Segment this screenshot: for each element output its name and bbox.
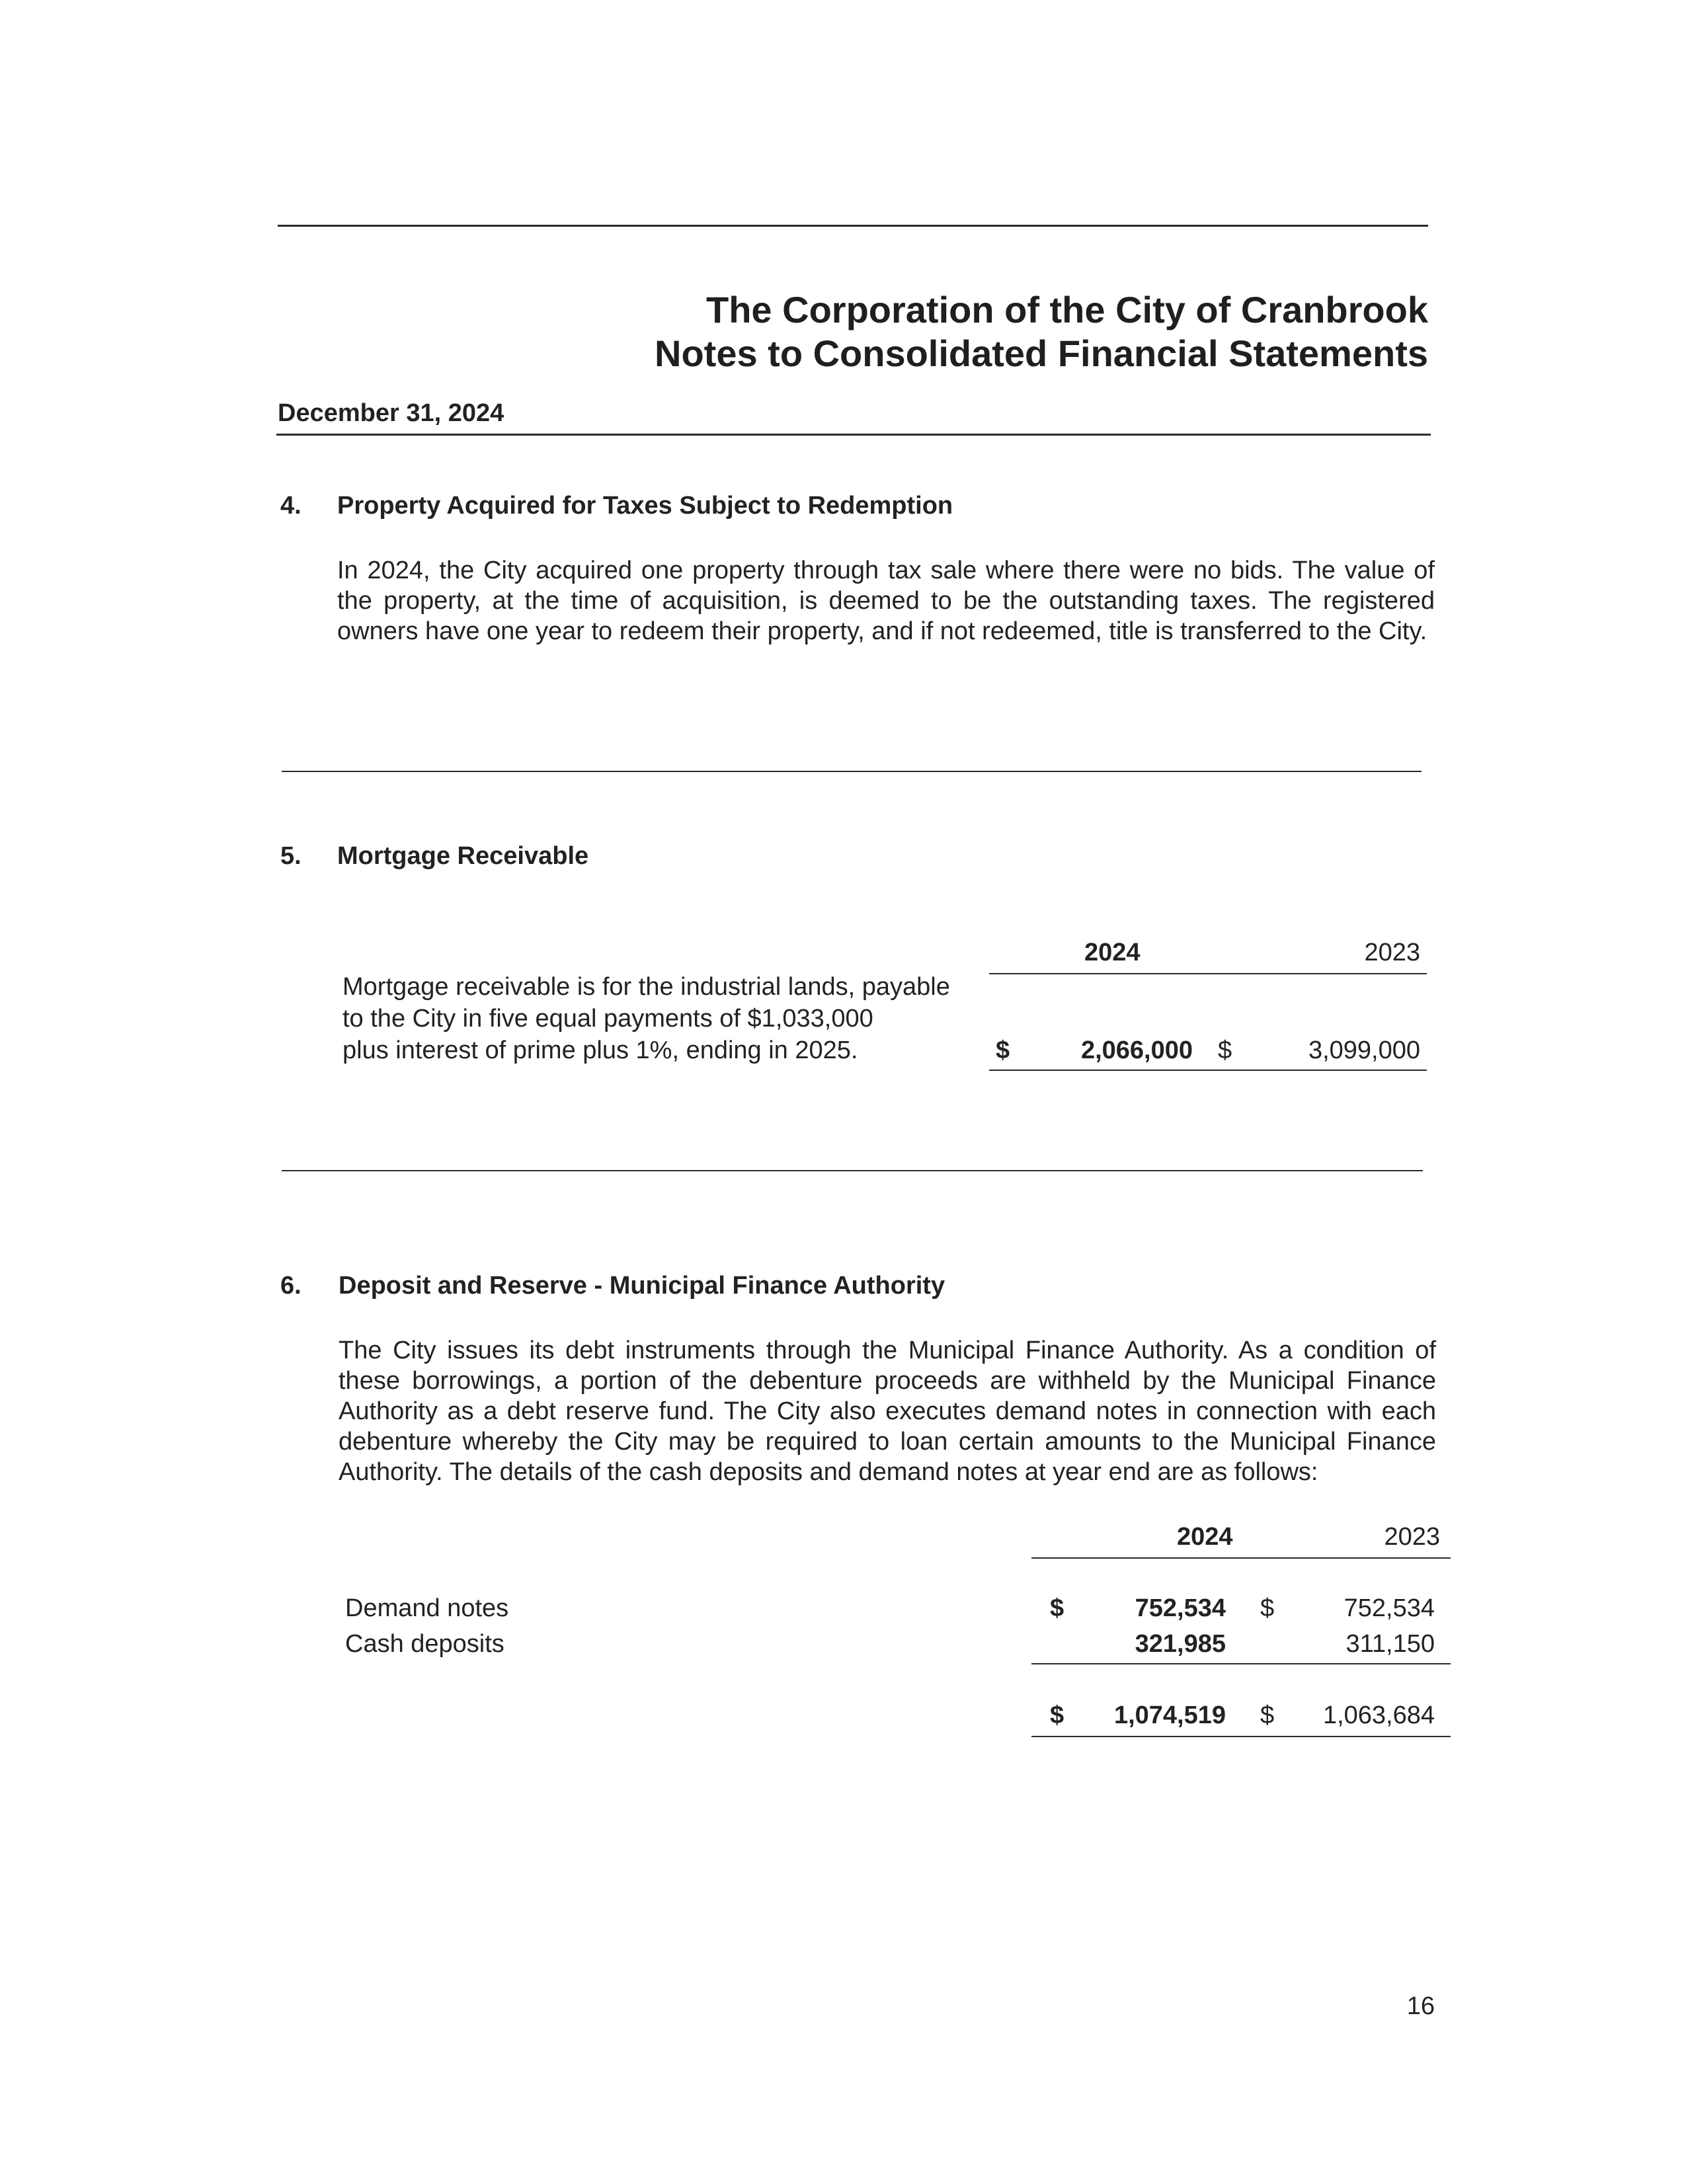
mortgage-header-rule xyxy=(989,973,1427,974)
document-title: Notes to Consolidated Financial Statements xyxy=(655,332,1428,374)
org-name: The Corporation of the City of Cranbrook xyxy=(706,289,1428,331)
mortgage-description-line-1: Mortgage receivable is for the industrial lands, payable xyxy=(342,973,950,1001)
mfa-row-label-demand-notes: Demand notes xyxy=(345,1594,509,1622)
mortgage-description-line-3: plus interest of prime plus 1%, ending in 2025. xyxy=(342,1036,858,1064)
mfa-row-label-cash-deposits: Cash deposits xyxy=(345,1630,504,1658)
page-number: 16 xyxy=(1406,1992,1435,2020)
mortgage-col-2023-header: 2023 xyxy=(1364,939,1420,966)
mfa-row-currency-2024: $ xyxy=(1050,1594,1064,1622)
section-4-number: 4. xyxy=(280,492,301,520)
mfa-total-currency-2024: $ xyxy=(1050,1701,1064,1729)
header-bottom-rule xyxy=(276,434,1431,436)
section-6-number: 6. xyxy=(280,1272,301,1300)
section-4-paragraph: In 2024, the City acquired one property through tax sale where there were no bids. The value of the property, at the time of acquisition, is deemed to be the outstanding taxes. The registered owners have one year to redeem their property, and if not redeemed, title is transferred to the City. xyxy=(337,557,1435,645)
mfa-total-2024: 1,074,519 xyxy=(1113,1701,1226,1729)
mfa-subtotal-rule xyxy=(1031,1663,1451,1664)
mfa-row-demand-notes-2024: 752,534 xyxy=(1135,1594,1226,1622)
mfa-row-currency-2023: $ xyxy=(1260,1594,1275,1622)
mortgage-currency-2024: $ xyxy=(996,1036,1010,1064)
mfa-row-cash-deposits-2023: 311,150 xyxy=(1345,1630,1435,1658)
section-5-title: Mortgage Receivable xyxy=(337,842,589,870)
mfa-header-rule xyxy=(1031,1557,1451,1559)
mfa-row-cash-deposits-2024: 321,985 xyxy=(1135,1630,1226,1658)
mortgage-currency-2023: $ xyxy=(1218,1036,1232,1064)
section-5-number: 5. xyxy=(280,842,301,870)
mfa-total-2023: 1,063,684 xyxy=(1322,1701,1435,1729)
mortgage-value-2024: 2,066,000 xyxy=(1080,1036,1193,1064)
mfa-row-demand-notes-2023: 752,534 xyxy=(1344,1594,1435,1622)
section-6-paragraph: The City issues its debt instruments through the Municipal Finance Authority. As a condition of these borrowings, a portion of the debenture proceeds are withheld by the Municipal Finance Authority as a debt reserve fund. The City also executes demand notes in connection with each debenture whereby the City may be required to loan certain amounts to the Municipal Finance Authority. The details of the cash deposits and demand notes at year end are as follows: xyxy=(339,1337,1436,1486)
header-top-rule xyxy=(278,225,1428,227)
section-divider-4-5 xyxy=(282,771,1422,772)
mortgage-value-2023: 3,099,000 xyxy=(1308,1036,1420,1064)
mfa-col-2024-header: 2024 xyxy=(1177,1523,1233,1551)
mfa-col-2023-header: 2023 xyxy=(1384,1523,1440,1551)
mfa-total-currency-2023: $ xyxy=(1260,1701,1275,1729)
mortgage-total-rule xyxy=(989,1070,1427,1071)
mortgage-description-line-2: to the City in five equal payments of $1,033,000 xyxy=(342,1005,873,1033)
section-divider-5-6 xyxy=(282,1170,1423,1171)
section-6-title: Deposit and Reserve - Municipal Finance Authority xyxy=(339,1272,945,1300)
mortgage-col-2024-header: 2024 xyxy=(1084,939,1141,966)
statement-date: December 31, 2024 xyxy=(278,399,504,427)
mfa-total-rule xyxy=(1031,1736,1451,1737)
section-4-title: Property Acquired for Taxes Subject to Redemption xyxy=(337,492,953,520)
